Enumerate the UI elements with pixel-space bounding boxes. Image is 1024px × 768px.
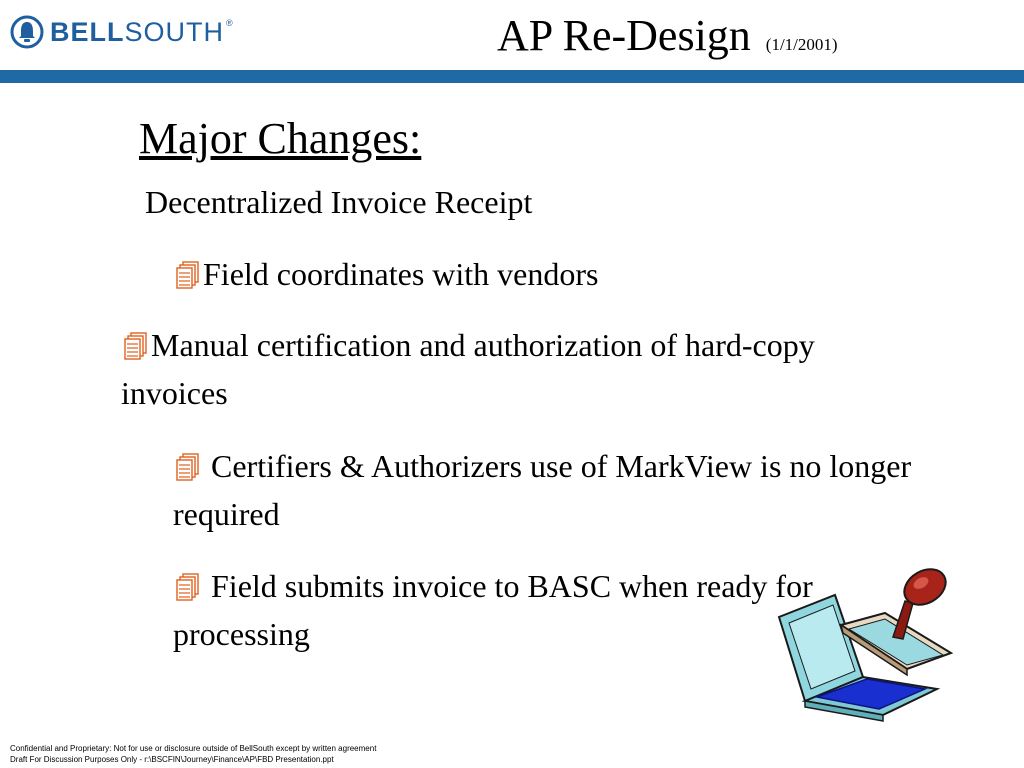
bullet-item-2-text: Manual certification and authorization of hard-copy invoices — [121, 327, 815, 411]
registered-mark: ® — [226, 17, 234, 28]
logo-wordmark — [50, 16, 234, 47]
logo-text-light: SOUTH — [124, 16, 224, 47]
bullet-item-3-text: Certifiers & Authorizers use of MarkView is no longer required — [173, 448, 912, 532]
rubber-stamp-illustration — [775, 565, 955, 725]
bullet-item-1 — [173, 250, 598, 298]
footer-line-1: Confidential and Proprietary: Not for use or disclosure outside of BellSouth except by written agreement — [10, 744, 377, 753]
title-text: AP Re-Design — [497, 11, 751, 60]
footer-disclaimer — [10, 743, 376, 765]
slide-title — [497, 12, 838, 60]
bellsouth-logo — [10, 14, 234, 50]
bullet-item-3 — [173, 442, 943, 538]
logo-text-bold: BELL — [50, 16, 125, 47]
document-stack-icon — [121, 330, 151, 360]
bullet-item-1-text: Field coordinates with vendors — [203, 256, 599, 292]
section-heading: Major Changes: — [139, 114, 422, 163]
section-subheading: Decentralized Invoice Receipt — [145, 184, 533, 220]
footer-line-2: Draft For Discussion Purposes Only - r:\BSCFIN\Journey\Finance\AP\FBD Presentation.ppt — [10, 755, 334, 764]
bullet-item-2 — [121, 321, 921, 417]
title-date: (1/1/2001) — [765, 35, 838, 54]
bell-logo-icon — [10, 15, 44, 49]
document-stack-icon — [173, 571, 203, 601]
bullet-item-4-text: Field submits invoice to BASC when ready for processing — [173, 568, 813, 652]
document-stack-icon — [173, 259, 203, 289]
document-stack-icon — [173, 451, 203, 481]
header-rule — [0, 70, 1024, 83]
